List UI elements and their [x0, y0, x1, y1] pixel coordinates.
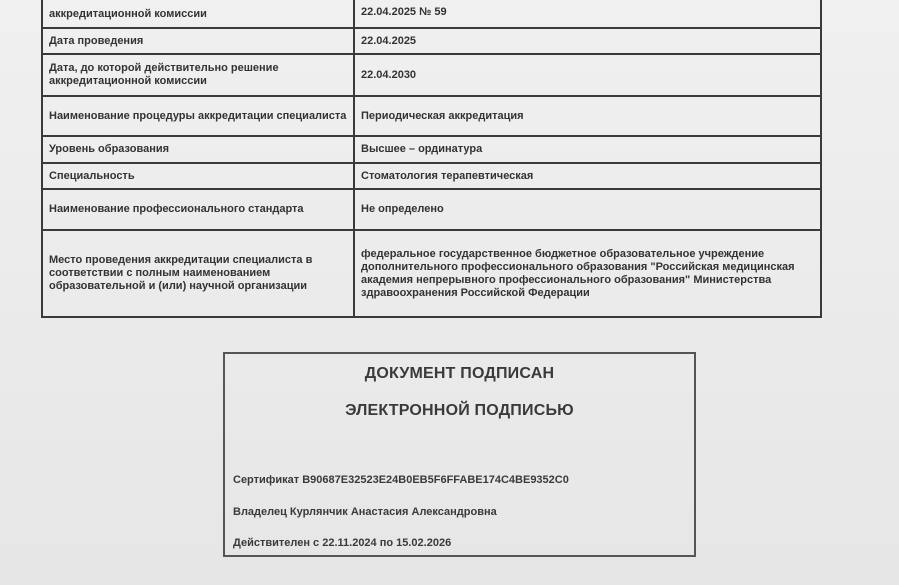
row-label: Дата проведения — [42, 28, 354, 54]
table-row — [42, 189, 821, 230]
accreditation-info-table — [41, 0, 822, 318]
row-label: Наименование профессионального стандарта — [42, 189, 354, 230]
table-row — [42, 163, 821, 189]
row-value: 22.04.2030 — [354, 54, 821, 96]
row-label: аккредитационной комиссии — [42, 0, 354, 28]
electronic-signature-stamp — [223, 352, 696, 557]
table-row — [42, 136, 821, 163]
row-label: Специальность — [42, 163, 354, 189]
table-row — [42, 28, 821, 54]
stamp-certificate: Сертификат B90687E32523E24B0EB5F6FFABE174C4BE9352C0 — [233, 474, 569, 486]
stamp-validity: Действителен с 22.11.2024 по 15.02.2026 — [233, 537, 452, 549]
row-label: Наименование процедуры аккредитации специалиста — [42, 96, 354, 136]
row-value: 22.04.2025 — [354, 28, 821, 54]
row-value: 22.04.2025 № 59 — [354, 0, 821, 28]
row-value: федеральное государственное бюджетное образовательное учреждение дополнительного профессионального образования "Российская медицинская академия непрерывного профессионального образования" Министерства здравоохранения Российской Федерации — [354, 230, 821, 317]
table-row — [42, 54, 821, 96]
row-value: Высшее – ординатура — [354, 136, 821, 163]
table-row — [42, 0, 821, 28]
table-row — [42, 96, 821, 136]
row-value: Стоматология терапевтическая — [354, 163, 821, 189]
row-label: Дата, до которой действительно решение аккредитационной комиссии — [42, 54, 354, 96]
stamp-title-line1: ДОКУМЕНТ ПОДПИСАН — [364, 365, 555, 382]
row-label: Уровень образования — [42, 136, 354, 163]
stamp-title-line2: ЭЛЕКТРОННОЙ ПОДПИСЬЮ — [345, 402, 574, 419]
stamp-owner: Владелец Курлянчик Анастасия Александровна — [233, 506, 497, 518]
row-value: Периодическая аккредитация — [354, 96, 821, 136]
row-value: Не определено — [354, 189, 821, 230]
row-label: Место проведения аккредитации специалиста в соответствии с полным наименованием образовательной и (или) научной организации — [42, 230, 354, 317]
table-row — [42, 230, 821, 317]
